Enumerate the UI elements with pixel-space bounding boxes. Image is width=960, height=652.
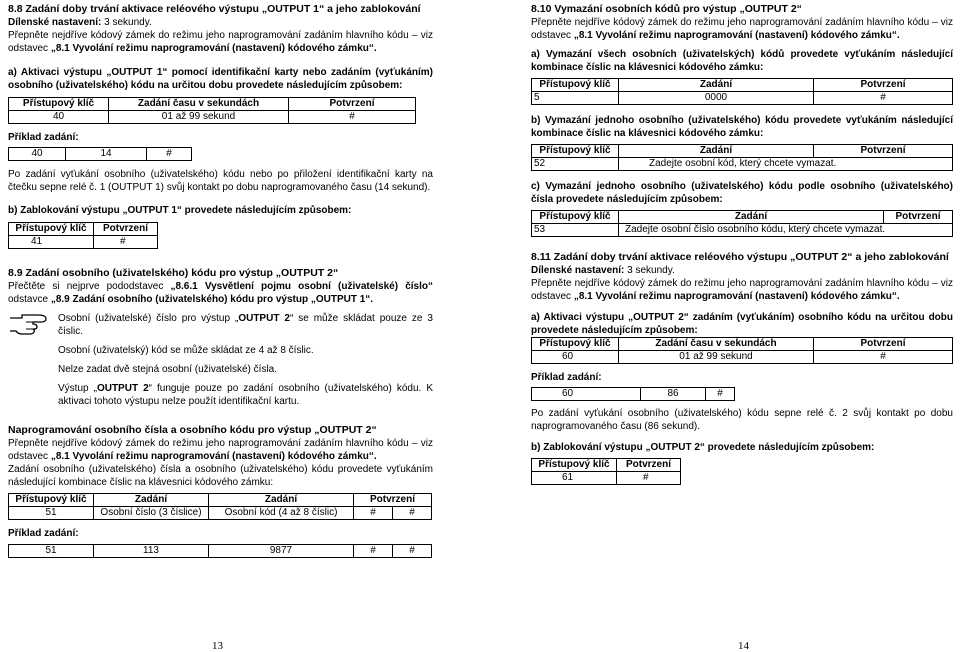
notes-block: [8, 312, 433, 408]
intro-paragraph: Přepněte nejdříve kódový zámek do režimu jeho naprogramování zadáním hlavního kódu – viz odstavec „8.1 Vyvolání režimu naprogramování (nastavení) kódového zámku“.: [531, 278, 953, 302]
table-row: [9, 111, 416, 124]
table-row: [532, 472, 681, 485]
table-cell: 51: [9, 545, 94, 558]
table-row: [9, 236, 158, 249]
table-header: Zadání: [619, 145, 814, 158]
table-example-output2: [8, 544, 432, 558]
table-cell: 0000: [619, 92, 814, 105]
table-row: [532, 224, 953, 237]
read-first-paragraph: Přečtěte si nejprve pododstavec „8.6.1 Vysvětlení pojmu osobní (uživatelské) číslo“ odstavce „8.9 Zadání osobního (uživatelského) kódu pro výstup „OUTPUT 1“.: [8, 281, 433, 305]
table-cell: 40: [9, 148, 66, 161]
table-header: Přístupový klíč: [9, 494, 94, 507]
intro-paragraph: Přepněte nejdříve kódový zámek do režimu jeho naprogramování zadáním hlavního kódu – viz odstavec „8.1 Vyvolání režimu naprogramování (nastavení) kódového zámku“.: [8, 438, 433, 462]
table-activation-output1: [8, 97, 416, 124]
subsection-c-heading: c) Vymazání jednoho osobního (uživatelského) kódu podle osobního (uživatelského) čísla provedete následujícím způsobem:: [531, 181, 953, 205]
table-header: Přístupový klíč: [532, 211, 619, 224]
table-cell: #: [706, 388, 735, 401]
table-header: Zadání: [619, 79, 814, 92]
table-cell: 53: [532, 224, 619, 237]
table-header: Přístupový klíč: [532, 338, 619, 351]
activation-note: Po zadání vyťukání osobního (uživatelského) kódu nebo po přiložení identifikační karty na čtečku sepne relé č. 1 (OUTPUT 1) svůj kontakt po dobu naprogramovaného času (14 sekund).: [8, 169, 433, 193]
intro-paragraph: Přepněte nejdříve kódový zámek do režimu jeho naprogramování zadáním hlavního kódu – viz odstavec „8.1 Vyvolání režimu naprogramování (nastavení) kódového zámku“.: [531, 17, 953, 41]
table-cell: #: [392, 507, 431, 520]
programming-description: Zadání osobního (uživatelského) čísla a osobního (uživatelského) kódu provedete vyťukáním následující kombinace číslic na klávesnici kódového zámku:: [8, 464, 433, 488]
table-header: Potvrzení: [289, 98, 416, 111]
table-example-output1: [8, 147, 192, 161]
subsection-a-heading: a) Aktivaci výstupu „OUTPUT 1“ pomocí identifikační karty nebo zadáním (vyťukáním) osobního (uživatelského) kódu na určitou dobu provedete následujícím způsobem:: [8, 67, 433, 91]
note-code-length: Osobní (uživatelský) kód se může skládat ze 4 až 8 číslic.: [58, 345, 314, 356]
table-cell: 86: [641, 388, 706, 401]
note-output2-code-only: Výstup „OUTPUT 2“ funguje pouze po zadání osobního (uživatelského) kódu. K aktivaci tohoto výstupu nelze použít identifikační kartu.: [58, 383, 433, 407]
table-cell: #: [94, 236, 158, 249]
table-header: Potvrzení: [814, 338, 953, 351]
table-program-output2: [8, 493, 432, 520]
pointing-hand-icon: [8, 312, 48, 336]
example-label: Příklad zadání:: [8, 132, 79, 143]
section-8-11-heading: 8.11 Zadání doby trvání aktivace reléového výstupu „OUTPUT 2“ a jeho zablokování: [531, 251, 949, 263]
page-number: 14: [738, 640, 749, 652]
table-cell: 41: [9, 236, 94, 249]
table-cell: #: [814, 92, 953, 105]
table-cell: 61: [532, 472, 617, 485]
subsection-a-heading: a) Vymazání všech osobních (uživatelských) kódů provedete vyťukáním následující kombinace číslic na klávesnici kódového zámku:: [531, 49, 953, 73]
table-cell: #: [393, 545, 432, 558]
table-example-activation2: [531, 387, 735, 401]
table-header: Zadání: [209, 494, 354, 507]
note-unique-numbers: Nelze zadat dvě stejná osobní (uživatelské) čísla.: [58, 364, 277, 375]
table-block-output1: [8, 222, 158, 249]
table-row: [532, 158, 953, 171]
table-header: Potvrzení: [814, 145, 953, 158]
intro-paragraph: Přepněte nejdříve kódový zámek do režimu jeho naprogramování zadáním hlavního kódu – viz odstavec „8.1 Vyvolání režimu naprogramování (nastavení) kódového zámku“.: [8, 30, 433, 54]
table-cell: Zadejte osobní číslo osobního kódu, který chcete vymazat.: [619, 224, 953, 237]
table-cell: 60: [532, 351, 619, 364]
table-header: Potvrzení: [94, 223, 158, 236]
table-cell: 51: [9, 507, 94, 520]
table-cell: #: [289, 111, 416, 124]
table-header: Přístupový klíč: [532, 79, 619, 92]
table-cell: Osobní číslo (3 číslice): [94, 507, 209, 520]
table-row: [9, 545, 432, 558]
table-header: Zadání: [619, 211, 884, 224]
programming-heading: Naprogramování osobního čísla a osobního kódu pro výstup „OUTPUT 2“: [8, 424, 377, 436]
table-cell: 14: [66, 148, 147, 161]
table-cell: 01 až 99 sekund: [109, 111, 289, 124]
activation-note: Po zadání vyťukání osobního (uživatelského) kódu sepne relé č. 2 svůj kontakt po dobu naprogramovaného času (86 sekund).: [531, 408, 953, 432]
table-header: Přístupový klíč: [532, 459, 617, 472]
left-page: [8, 0, 433, 558]
table-header: Potvrzení: [884, 211, 953, 224]
table-row: [532, 92, 953, 105]
table-header: Potvrzení: [354, 494, 432, 507]
table-cell: 52: [532, 158, 619, 171]
table-cell: #: [354, 545, 393, 558]
table-cell: Zadejte osobní kód, který chcete vymazat.: [619, 158, 953, 171]
table-row: [532, 388, 735, 401]
table-cell: #: [354, 507, 393, 520]
table-cell: 60: [532, 388, 641, 401]
default-setting: Dílenské nastavení: 3 sekundy.: [8, 17, 152, 28]
table-row: [9, 507, 432, 520]
table-cell: 9877: [209, 545, 354, 558]
table-block-output2: [531, 458, 681, 485]
subsection-b-heading: b) Zablokování výstupu „OUTPUT 1“ provedete následujícím způsobem:: [8, 205, 352, 216]
table-cell: Osobní kód (4 až 8 číslic): [209, 507, 354, 520]
example-label: Příklad zadání:: [8, 528, 79, 539]
table-row: [9, 148, 192, 161]
table-header: Potvrzení: [814, 79, 953, 92]
right-page: [531, 0, 953, 485]
table-cell: 40: [9, 111, 109, 124]
subsection-a-heading: a) Aktivaci výstupu „OUTPUT 2“ zadáním (vyťukáním) osobního kódu na určitou dobu provedete následujícím způsobem:: [531, 312, 953, 336]
table-delete-all: [531, 78, 953, 105]
table-header: Přístupový klíč: [9, 98, 109, 111]
table-cell: 01 až 99 sekund: [619, 351, 814, 364]
table-header: Zadání: [94, 494, 209, 507]
note-output2-number: Osobní (uživatelské) číslo pro výstup „OUTPUT 2“ se může skládat pouze ze 3 číslic.: [58, 313, 433, 337]
table-activation-output2: [531, 337, 953, 364]
table-cell: 5: [532, 92, 619, 105]
table-cell: #: [617, 472, 681, 485]
section-8-10-heading: 8.10 Vymazání osobních kódů pro výstup „OUTPUT 2“: [531, 3, 802, 15]
subsection-b-heading: b) Zablokování výstupu „OUTPUT 2“ provedete následujícím způsobem:: [531, 442, 875, 453]
table-header: Potvrzení: [617, 459, 681, 472]
table-header: Přístupový klíč: [532, 145, 619, 158]
table-cell: #: [147, 148, 192, 161]
table-cell: 113: [94, 545, 209, 558]
page-number: 13: [212, 640, 223, 652]
section-8-8-heading: 8.8 Zadání doby trvání aktivace reléového výstupu „OUTPUT 1“ a jeho zablokování: [8, 3, 421, 15]
table-header: Zadání času v sekundách: [619, 338, 814, 351]
default-setting: Dílenské nastavení: 3 sekundy.: [531, 265, 675, 276]
table-cell: #: [814, 351, 953, 364]
subsection-b-heading: b) Vymazání jednoho osobního (uživatelského) kódu provedete vyťukáním následující kombinace číslic na klávesnici kódového zámku:: [531, 115, 953, 139]
table-delete-one: [531, 144, 953, 171]
section-8-9-heading: 8.9 Zadání osobního (uživatelského) kódu pro výstup „OUTPUT 2“: [8, 267, 339, 279]
table-header: Zadání času v sekundách: [109, 98, 289, 111]
table-row: [532, 351, 953, 364]
table-header: Přístupový klíč: [9, 223, 94, 236]
example-label: Příklad zadání:: [531, 372, 602, 383]
table-delete-by-number: [531, 210, 953, 237]
